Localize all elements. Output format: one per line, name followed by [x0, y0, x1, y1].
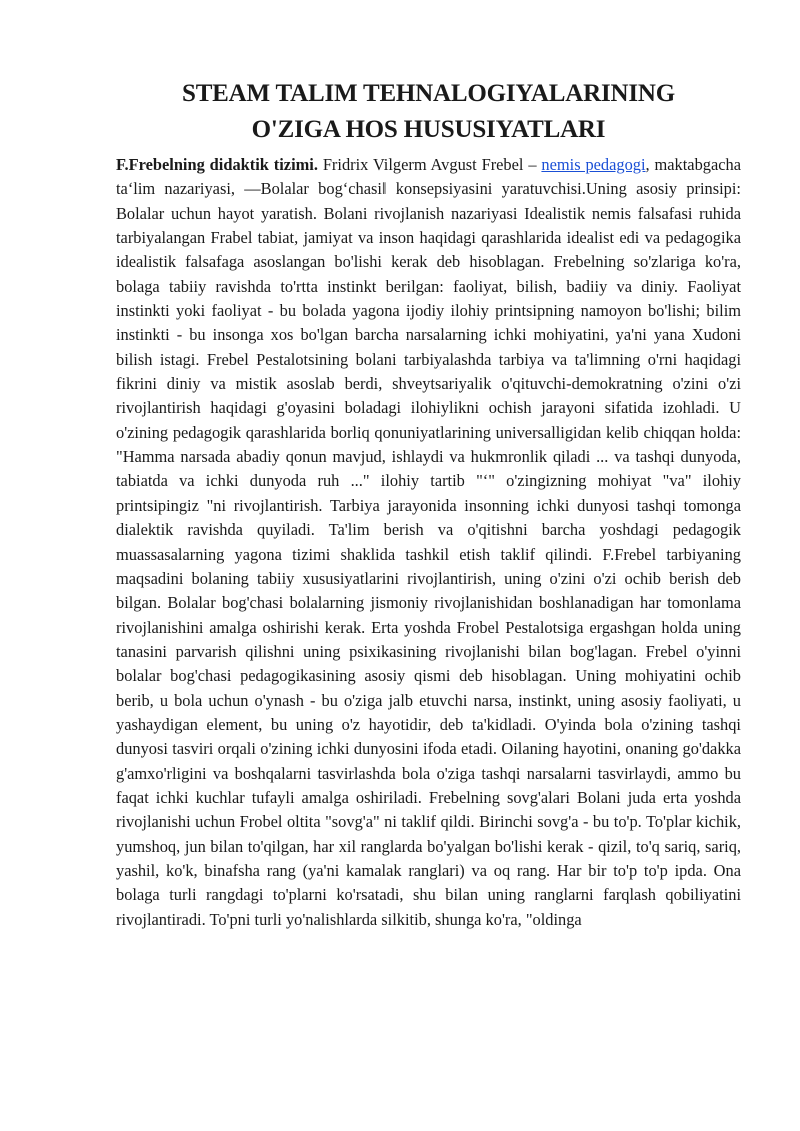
body-paragraph: [116, 153, 741, 932]
document-page: [116, 76, 741, 932]
paragraph-text-intro: Fridrix Vilgerm Avgust Frebel –: [317, 155, 542, 174]
document-title: [116, 76, 741, 148]
paragraph-lead-heading: F.Frebelning didaktik tizimi.: [116, 155, 318, 174]
paragraph-text-main: , maktabgacha ta‘lim nazariyasi, ―Bolalar bog‘chasi‖ konsepsiyasini yaratuvchisi.Uning asosiy prinsipi: Bolalar uchun hayot yaratish. Bolani rivojlanish nazariyasi Idealistik nemis falsafasi ruhida tarbiyalangan Frabel tabiat, jamiyat va inson haqidagi qarashlarida idealist edi va pedagogika idealistik falsafaga asoslangan bo'lishi kerak deb hisoblagan. Frebelning so'zlariga ko'ra, bolaga tabiiy ravishda to'rtta instinkt berilgan: faoliyat, bilish, badiiy va diniy. Faoliyat instinkti yoki faoliyat - bu bolada yagona ijodiy ilohiy printsipning namoyon bo'lishi; bilim instinkti - bu insonga xos bo'lgan barcha narsalarning ichki mohiyatini, ya'ni yana Xudoni bilish istagi. Frebel Pestalotsining bolani tarbiyalashda tarbiya va ta'limning o'rni haqidagi fikrini diniy va mistik asoslab berdi, shveytsariyalik o'qituvchi-demokratning o'zini o'zi rivojlantirish haqidagi g'oyasini boladagi ilohiylikni ochish jarayoni sifatida izohladi. U o'zining pedagogik qarashlarida borliq qonuniyatlarining universalligidan kelib chiqqan holda: "Hamma narsada abadiy qonun mavjud, ishlaydi va hukmronlik qiladi ... va tashqi dunyoda, tabiatda va ichki dunyoda ruh ..." ilohiy tartib "‘" o'zingizning mohiyat "va" ilohiy printsipingiz "ni rivojlantirish. Tarbiya jarayonida insonning ichki dunyosi tashqi tomonga dialektik ravishda quyiladi. Ta'lim berish va o'qitishni barcha yoshdagi pedagogik muassasalarning yagona tizimi shaklida tashkil etish taklif qilindi. F.Frebel tarbiyaning maqsadini bolaning tabiiy xususiyatlarini rivojlantirish, uning o'zini o'zi ochib berish deb bilgan. Bolalar bog'chasi bolalarning jismoniy rivojlanishidan boshlanadigan har tomonlama rivojlanishini amalga oshirishi kerak. Erta yoshda Frobel Pestalotsiga ergashgan holda uning tanasini parvarish qilishni uning psixikasining rivojlanishi bilan bog'lagan. Frebel o'yinni bolalar bog'chasi pedagogikasining asosiy qismi deb hisoblagan. Uning mohiyatini ochib berib, u bola uchun o'ynash - bu o'ziga jalb etuvchi narsa, instinkt, uning asosiy faoliyati, u yashaydigan element, bu uning o'z hayotidir, deb ta'kidladi. O'yinda bola o'zining tashqi dunyosi tasviri orqali o'zining ichki dunyosini ifoda etadi. Oilaning hayotini, onaning go'dakka g'amxo'rligini va boshqalarni tasvirlashda bola o'ziga tashqi narsalarni tasvirlaydi, ammo bu faqat ichki kuchlar tufayli amalga oshiriladi. Frebelning sovg'alari Bolani juda erta yoshda rivojlanishi uchun Frobel oltita "sovg'a" ni taklif qildi. Birinchi sovg'a - bu to'p. To'plar kichik, yumshoq, jun bilan to'qilgan, har xil ranglarda bo'yalgan bo'lishi kerak - qizil, to'q sariq, sariq, yashil, ko'k, binafsha rang (ya'ni kamalak ranglari) va oq rang. Har bir to'p to'p ipda. Ona bolaga turli rangdagi to'plarni ko'rsatadi, shu bilan uning ranglarni farqlash qobiliyatini rivojlantiradi. To'pni turli yo'nalishlarda silkitib, shunga ko'ra, "oldinga: [116, 155, 741, 929]
title-line-1: STEAM TALIM TEHNALOGIYALARINING: [182, 80, 675, 107]
nemis-pedagogi-link[interactable]: nemis pedagogi: [541, 155, 646, 174]
title-line-2: O'ZIGA HOS HUSUSIYATLARI: [251, 116, 606, 143]
